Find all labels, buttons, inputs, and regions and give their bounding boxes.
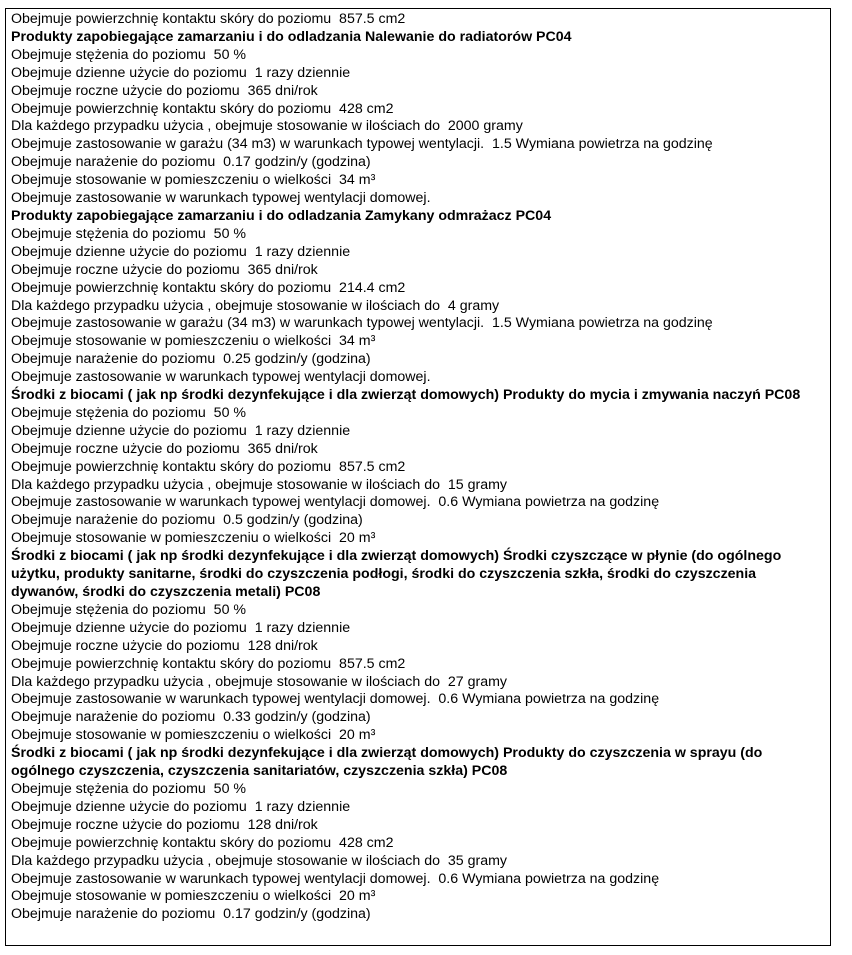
text-line: Obejmuje roczne użycie do poziomu 128 dni/rok xyxy=(11,816,318,833)
text-line: Obejmuje roczne użycie do poziomu 365 dni/rok xyxy=(11,82,318,99)
text-line: Dla każdego przypadku użycia , obejmuje stosowanie w ilościach do 27 gramy xyxy=(11,673,508,690)
text-line: Obejmuje stosowanie w pomieszczeniu o wielkości 34 m³ xyxy=(11,333,376,350)
text-line: Obejmuje narażenie do poziomu 0.5 godzin/y (godzina) xyxy=(11,512,363,529)
text-line: Obejmuje stosowanie w pomieszczeniu o wielkości 20 m³ xyxy=(11,530,376,547)
text-line: Obejmuje stężenia do poziomu 50 % xyxy=(11,601,247,618)
text-line: Obejmuje roczne użycie do poziomu 365 dni/rok xyxy=(11,440,318,457)
section-heading: Produkty zapobiegające zamarzaniu i do odladzania Nalewanie do radiatorów PC04 xyxy=(11,28,572,45)
text-line: Obejmuje dzienne użycie do poziomu 1 razy dziennie xyxy=(11,64,351,81)
text-line: Obejmuje zastosowanie w warunkach typowej wentylacji domowej. xyxy=(11,369,431,386)
text-line: Dla każdego przypadku użycia , obejmuje stosowanie w ilościach do 4 gramy xyxy=(11,297,500,314)
text-line: Obejmuje roczne użycie do poziomu 128 dni/rok xyxy=(11,637,318,654)
text-line: Obejmuje stosowanie w pomieszczeniu o wielkości 34 m³ xyxy=(11,172,376,189)
text-line: Dla każdego przypadku użycia , obejmuje stosowanie w ilościach do 15 gramy xyxy=(11,476,508,493)
document-text-box xyxy=(5,8,831,946)
section-heading: Środki z biocami ( jak np środki dezynfekujące i dla zwierząt domowych) Produkty do czyszczenia w sprayu (do ogólnego czyszczenia, czyszczenia sanitariatów, czyszczenia szkła) PC08 xyxy=(11,745,763,780)
text-line: Obejmuje narażenie do poziomu 0.25 godzin/y (godzina) xyxy=(11,351,371,368)
text-line: Obejmuje dzienne użycie do poziomu 1 razy dziennie xyxy=(11,798,351,815)
section-heading: Środki z biocami ( jak np środki dezynfekujące i dla zwierząt domowych) Środki czyszczące w płynie (do ogólnego użytku, produkty sanitarne, środki do czyszczenia podłogi, środki do czyszczenia szkła, środki do czyszczenia dywanów, środki do czyszczenia metali) PC08 xyxy=(11,548,782,600)
text-line: Obejmuje powierzchnię kontaktu skóry do poziomu 428 cm2 xyxy=(11,100,394,117)
text-line: Obejmuje stężenia do poziomu 50 % xyxy=(11,404,247,421)
text-line: Obejmuje stosowanie w pomieszczeniu o wielkości 20 m³ xyxy=(11,888,376,905)
text-line: Obejmuje stężenia do poziomu 50 % xyxy=(11,780,247,797)
text-line: Obejmuje stężenia do poziomu 50 % xyxy=(11,46,247,63)
text-line: Obejmuje narażenie do poziomu 0.33 godzin/y (godzina) xyxy=(11,709,371,726)
text-line: Obejmuje dzienne użycie do poziomu 1 razy dziennie xyxy=(11,619,351,636)
text-line: Obejmuje powierzchnię kontaktu skóry do poziomu 428 cm2 xyxy=(11,834,394,851)
section-heading: Produkty zapobiegające zamarzaniu i do odladzania Zamykany odmrażacz PC04 xyxy=(11,207,552,224)
text-line: Obejmuje zastosowanie w warunkach typowej wentylacji domowej. 0.6 Wymiana powietrza na godzinę xyxy=(11,691,660,708)
text-line: Obejmuje roczne użycie do poziomu 365 dni/rok xyxy=(11,261,318,278)
text-line: Obejmuje dzienne użycie do poziomu 1 razy dziennie xyxy=(11,243,351,260)
text-line: Dla każdego przypadku użycia , obejmuje stosowanie w ilościach do 35 gramy xyxy=(11,852,508,869)
text-line: Obejmuje powierzchnię kontaktu skóry do poziomu 857.5 cm2 xyxy=(11,458,406,475)
text-line: Dla każdego przypadku użycia , obejmuje stosowanie w ilościach do 2000 gramy xyxy=(11,118,523,135)
text-line: Obejmuje narażenie do poziomu 0.17 godzin/y (godzina) xyxy=(11,906,371,923)
section-heading: Środki z biocami ( jak np środki dezynfekujące i dla zwierząt domowych) Produkty do mycia i zmywania naczyń PC08 xyxy=(11,387,801,404)
text-line: Obejmuje dzienne użycie do poziomu 1 razy dziennie xyxy=(11,422,351,439)
text-line: Obejmuje zastosowanie w warunkach typowej wentylacji domowej. xyxy=(11,190,431,207)
text-line: Obejmuje zastosowanie w warunkach typowej wentylacji domowej. 0.6 Wymiana powietrza na godzinę xyxy=(11,870,660,887)
text-line: Obejmuje powierzchnię kontaktu skóry do poziomu 857.5 cm2 xyxy=(11,655,406,672)
text-line: Obejmuje narażenie do poziomu 0.17 godzin/y (godzina) xyxy=(11,154,371,171)
text-line: Obejmuje zastosowanie w garażu (34 m3) w warunkach typowej wentylacji. 1.5 Wymiana powietrza na godzinę xyxy=(11,136,713,153)
text-line: Obejmuje zastosowanie w warunkach typowej wentylacji domowej. 0.6 Wymiana powietrza na godzinę xyxy=(11,494,660,511)
text-line: Obejmuje powierzchnię kontaktu skóry do poziomu 214.4 cm2 xyxy=(11,279,406,296)
text-line: Obejmuje powierzchnię kontaktu skóry do poziomu 857.5 cm2 xyxy=(11,11,406,27)
text-line: Obejmuje zastosowanie w garażu (34 m3) w warunkach typowej wentylacji. 1.5 Wymiana powietrza na godzinę xyxy=(11,315,713,332)
text-line: Obejmuje stężenia do poziomu 50 % xyxy=(11,225,247,242)
text-line: Obejmuje stosowanie w pomieszczeniu o wielkości 20 m³ xyxy=(11,727,376,744)
